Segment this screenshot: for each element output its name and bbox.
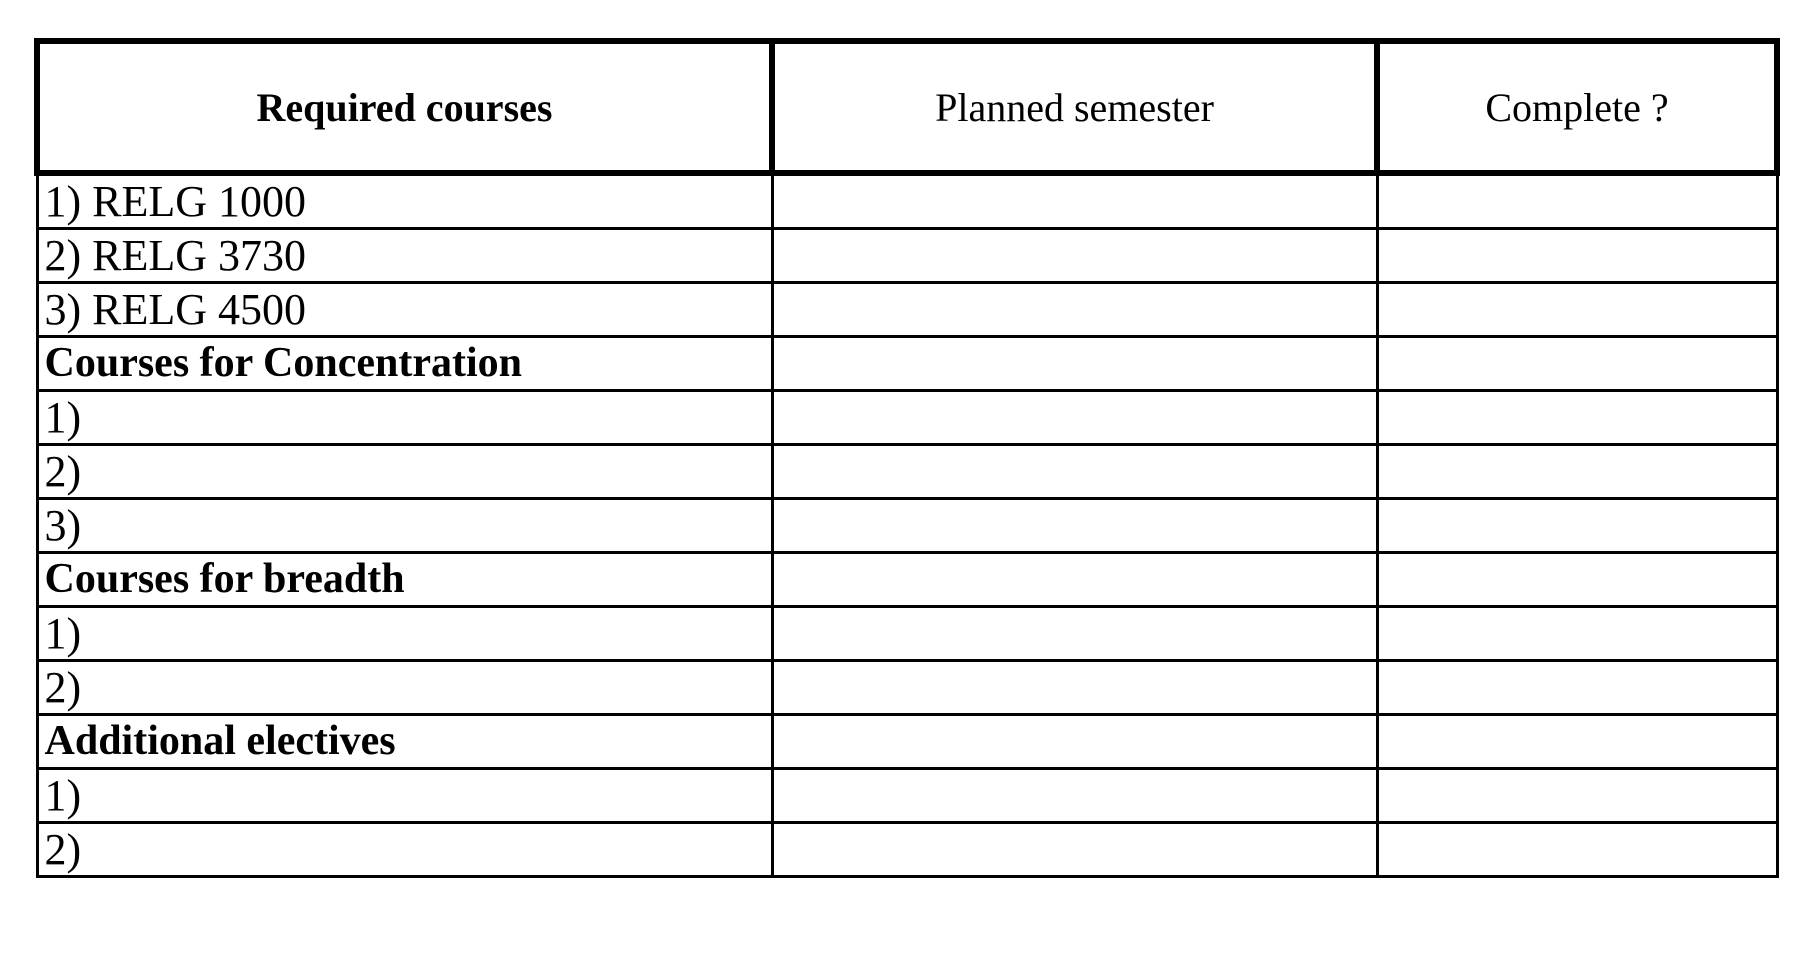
table-row [37, 229, 1777, 283]
table-row [37, 391, 1777, 445]
course-label: 2) [37, 823, 772, 877]
table-row [37, 661, 1777, 715]
table-row [37, 283, 1777, 337]
section-header-row [37, 553, 1777, 607]
table-row [37, 445, 1777, 499]
complete-cell[interactable] [1377, 391, 1777, 445]
complete-cell[interactable] [1377, 283, 1777, 337]
complete-cell[interactable] [1377, 173, 1777, 229]
planned-semester-cell[interactable] [772, 173, 1377, 229]
course-label: 1) RELG 1000 [37, 173, 772, 229]
complete-cell[interactable] [1377, 499, 1777, 553]
planned-semester-cell[interactable] [772, 337, 1377, 391]
table-row [37, 823, 1777, 877]
complete-cell[interactable] [1377, 445, 1777, 499]
section-header-row [37, 715, 1777, 769]
table-row [37, 499, 1777, 553]
course-label: 2) [37, 661, 772, 715]
course-plan-table [34, 38, 1780, 878]
header-required-courses: Required courses [37, 41, 772, 173]
planned-semester-cell[interactable] [772, 553, 1377, 607]
complete-cell[interactable] [1377, 715, 1777, 769]
course-label: 1) [37, 769, 772, 823]
section-header-row [37, 337, 1777, 391]
course-label: 2) RELG 3730 [37, 229, 772, 283]
table-body [37, 173, 1777, 877]
table-row [37, 769, 1777, 823]
planned-semester-cell[interactable] [772, 391, 1377, 445]
section-title: Additional electives [37, 715, 772, 769]
complete-cell[interactable] [1377, 553, 1777, 607]
complete-cell[interactable] [1377, 823, 1777, 877]
complete-cell[interactable] [1377, 607, 1777, 661]
table-header-row [37, 41, 1777, 173]
complete-cell[interactable] [1377, 229, 1777, 283]
header-complete: Complete ? [1377, 41, 1777, 173]
section-title: Courses for Concentration [37, 337, 772, 391]
planned-semester-cell[interactable] [772, 823, 1377, 877]
header-planned-semester: Planned semester [772, 41, 1377, 173]
planned-semester-cell[interactable] [772, 445, 1377, 499]
course-label: 3) [37, 499, 772, 553]
planned-semester-cell[interactable] [772, 229, 1377, 283]
course-label: 2) [37, 445, 772, 499]
table-row [37, 607, 1777, 661]
planned-semester-cell[interactable] [772, 283, 1377, 337]
complete-cell[interactable] [1377, 337, 1777, 391]
section-title: Courses for breadth [37, 553, 772, 607]
course-label: 1) [37, 607, 772, 661]
course-label: 3) RELG 4500 [37, 283, 772, 337]
planned-semester-cell[interactable] [772, 769, 1377, 823]
planned-semester-cell[interactable] [772, 499, 1377, 553]
planned-semester-cell[interactable] [772, 607, 1377, 661]
planned-semester-cell[interactable] [772, 715, 1377, 769]
course-label: 1) [37, 391, 772, 445]
complete-cell[interactable] [1377, 661, 1777, 715]
planned-semester-cell[interactable] [772, 661, 1377, 715]
table-row [37, 173, 1777, 229]
complete-cell[interactable] [1377, 769, 1777, 823]
